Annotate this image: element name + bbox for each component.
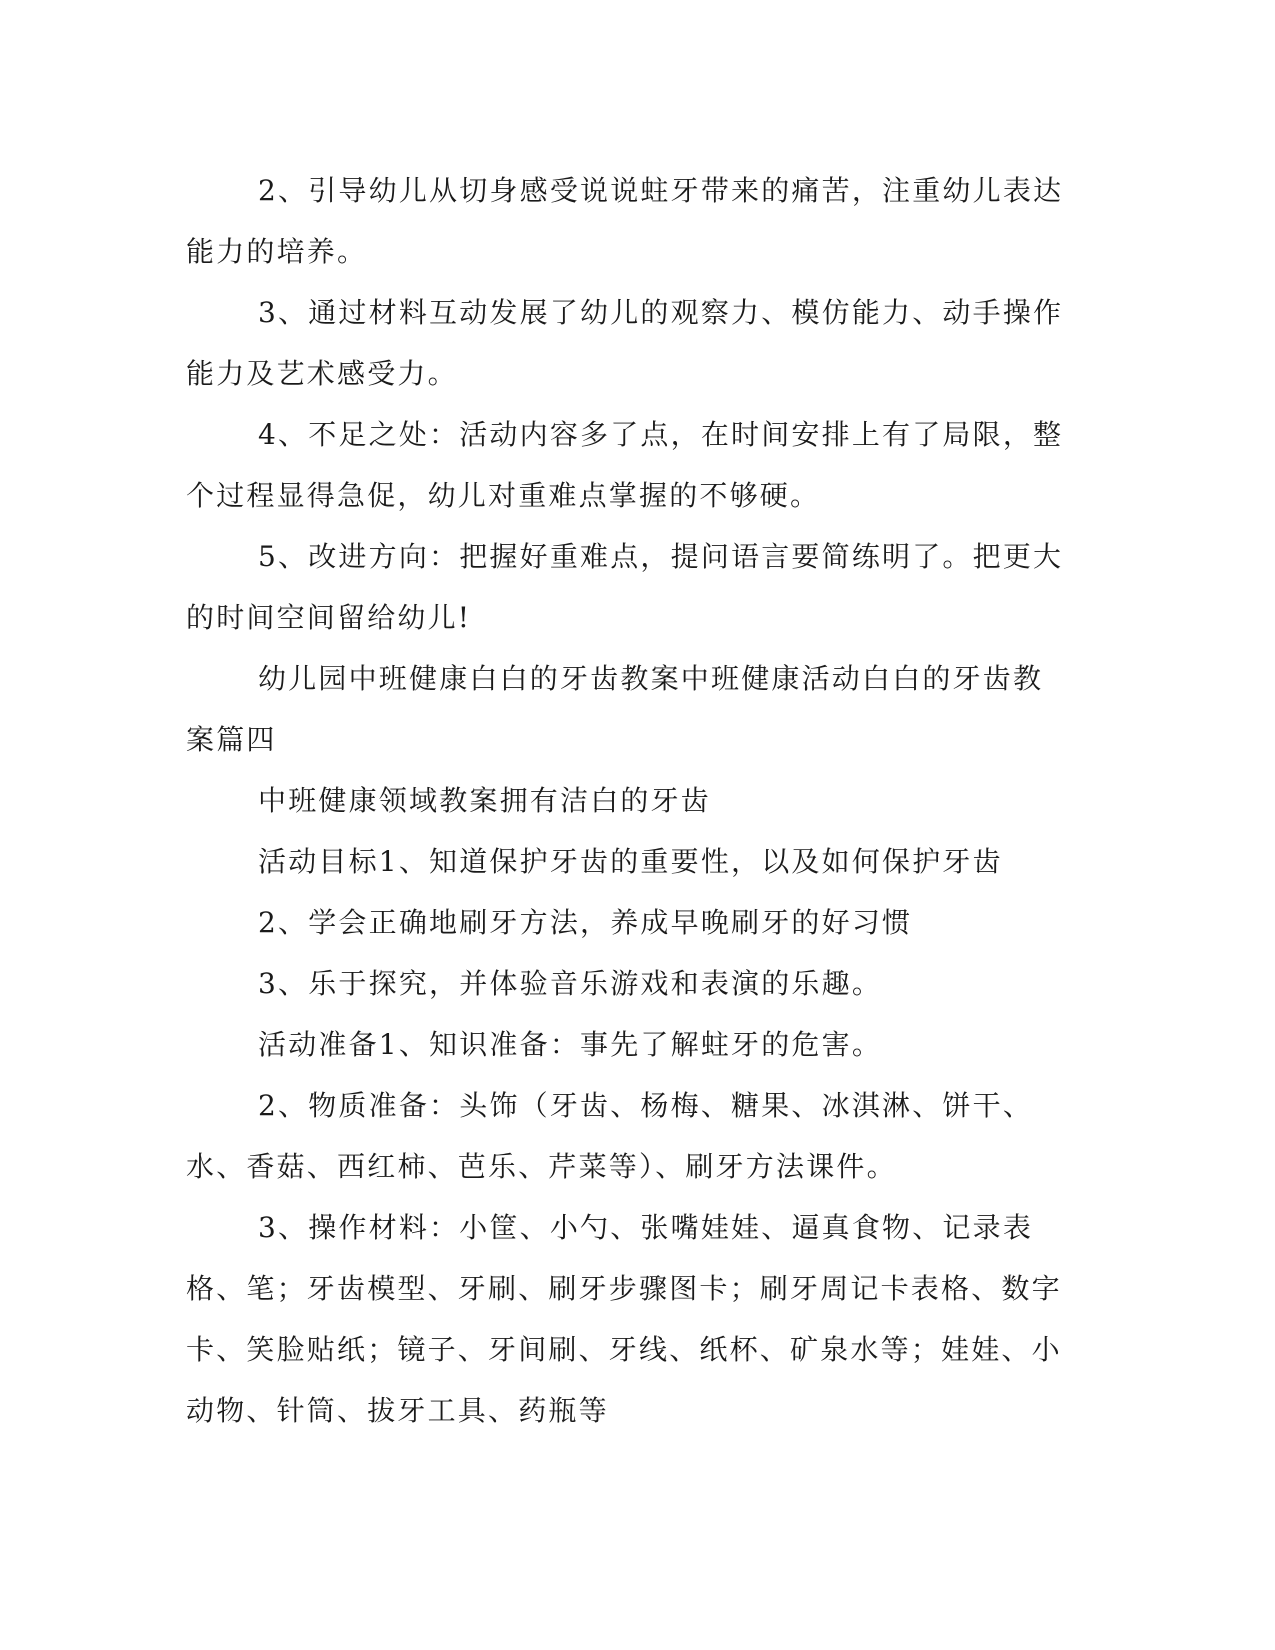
preparation-1: 活动准备1、知识准备：事先了解蛀牙的危害。 xyxy=(258,1028,883,1061)
paragraph-reflection-3: 3、通过材料互动发展了幼儿的观察力、模仿能力、动手操作能力及艺术感受力。 xyxy=(186,296,1064,390)
document-body xyxy=(186,160,1066,1441)
paragraph-reflection-4: 4、不足之处：活动内容多了点，在时间安排上有了局限，整个过程显得急促，幼儿对重难点掌握的不够硬。 xyxy=(186,418,1064,512)
goal-3: 3、乐于探究，并体验音乐游戏和表演的乐趣。 xyxy=(258,967,883,1000)
paragraph-reflection-2: 2、引导幼儿从切身感受说说蛀牙带来的痛苦，注重幼儿表达能力的培养。 xyxy=(186,174,1064,268)
lesson-title: 中班健康领域教案拥有洁白的牙齿 xyxy=(258,784,712,817)
preparation-2: 2、物质准备：头饰（牙齿、杨梅、糖果、冰淇淋、饼干、水、香菇、西红柿、芭乐、芹菜等）、刷牙方法课件。 xyxy=(186,1089,1034,1183)
paragraph-reflection-5: 5、改进方向：把握好重难点，提问语言要简练明了。把更大的时间空间留给幼儿! xyxy=(186,540,1064,634)
preparation-3: 3、操作材料：小筐、小勺、张嘴娃娃、逼真食物、记录表格、笔；牙齿模型、牙刷、刷牙步骤图卡；刷牙周记卡表格、数字卡、笑脸贴纸；镜子、牙间刷、牙线、纸杯、矿泉水等；娃娃、小动物、针筒、拔牙工具、药瓶等 xyxy=(186,1211,1062,1427)
goal-1: 活动目标1、知道保护牙齿的重要性，以及如何保护牙齿 xyxy=(258,845,1003,878)
section-heading: 幼儿园中班健康白白的牙齿教案中班健康活动白白的牙齿教案篇四 xyxy=(186,662,1044,756)
goal-2: 2、学会正确地刷牙方法，养成早晚刷牙的好习惯 xyxy=(258,906,913,939)
